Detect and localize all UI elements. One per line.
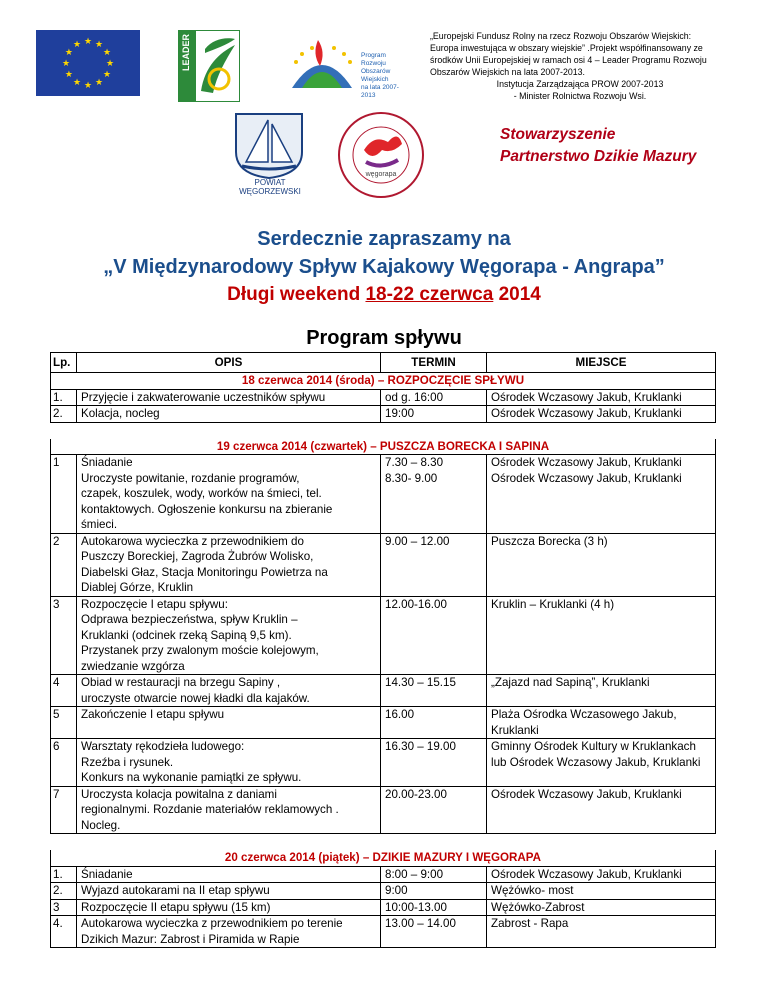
- row-number: 1.: [51, 389, 77, 406]
- day-heading-row: [51, 850, 716, 866]
- time-line: 8.30- 9.00: [385, 471, 438, 485]
- description-line: regionalnymi. Rozdanie materiałów reklamowych .: [81, 803, 339, 816]
- table-row: [51, 533, 716, 596]
- description-line: śmieci.: [81, 518, 118, 531]
- description-line: zwiedzanie wzgórza: [81, 659, 185, 673]
- place-line: Ośrodek Wczasowy Jakub, Kruklanki: [491, 787, 682, 801]
- description-line: Rzeźba i rysunek.: [81, 755, 174, 769]
- row-number: 3: [51, 899, 77, 916]
- time-line: 16.00: [385, 708, 415, 721]
- svg-text:węgorapa: węgorapa: [365, 171, 397, 178]
- row-number: 1: [51, 455, 77, 534]
- day-spacer: [51, 834, 716, 851]
- row-time: [381, 899, 487, 916]
- powiat-logo-line: POWIAT: [254, 178, 286, 187]
- row-time: [381, 739, 487, 787]
- place-line: „Zajazd nad Sapiną”, Kruklanki: [491, 676, 650, 689]
- powiat-logo-label: [230, 178, 310, 196]
- row-number: 2: [51, 533, 77, 596]
- powiat-logo-line: WĘGORZEWSKI: [239, 187, 301, 196]
- description-line: Warsztaty rękodzieła ludowego:: [81, 740, 245, 753]
- eu-flag-logo: [36, 30, 140, 96]
- table-row: [51, 916, 716, 948]
- program-title: Program spływu: [306, 327, 462, 349]
- row-place: [487, 389, 716, 406]
- description-line: Obiad w restauracji na brzegu Sapiny ,: [81, 676, 281, 689]
- day-heading: 20 czerwca 2014 (piątek) – DZIKIE MAZURY I WĘGORAPA: [51, 850, 716, 866]
- row-description: [77, 866, 381, 883]
- place-line: Zabrost - Rapa: [491, 917, 569, 930]
- eu-star-icon: ★: [105, 58, 115, 68]
- table-row: [51, 406, 716, 423]
- association-line-1: Stowarzyszenie: [500, 126, 616, 143]
- time-line: 7.30 – 8.30: [385, 456, 444, 469]
- row-place: [487, 899, 716, 916]
- day-heading: 19 czerwca 2014 (czwartek) – PUSZCZA BORECKA I SAPINA: [51, 439, 716, 455]
- table-row: [51, 675, 716, 707]
- description-line: Uroczyste powitanie, rozdanie programów,: [81, 471, 300, 485]
- column-header: OPIS: [77, 353, 381, 373]
- eu-star-icon: ★: [83, 36, 93, 46]
- table-row: [51, 707, 716, 739]
- day-heading-row: [51, 439, 716, 455]
- wegorapa-seal-logo: [336, 110, 426, 200]
- row-place: [487, 406, 716, 423]
- time-line: 8:00 – 9:00: [385, 867, 444, 881]
- description-line: uroczyste otwarcie nowej kładki dla kajaków.: [81, 691, 310, 705]
- row-place: [487, 455, 716, 534]
- column-header: MIEJSCE: [487, 353, 716, 373]
- table-header-row: [51, 353, 716, 373]
- time-line: 9.00 – 12.00: [385, 534, 450, 548]
- description-line: Przyjęcie i zakwaterowanie uczestników spływu: [81, 390, 326, 404]
- place-line: Ośrodek Wczasowy Jakub, Kruklanki: [491, 407, 682, 420]
- description-line: Rozpoczęcie I etapu spływu:: [81, 597, 228, 611]
- description-line: Kruklanki (odcinek rzeką Sapiną 9,5 km).: [81, 628, 292, 642]
- column-header: Lp.: [51, 353, 77, 373]
- row-number: 2.: [51, 883, 77, 900]
- description-line: Puszczy Boreckiej, Zagroda Żubrów Wolisko,: [81, 550, 314, 563]
- leader-logo: LEADER: [178, 30, 240, 102]
- row-number: 7: [51, 786, 77, 834]
- prow-logo-line: Program: [361, 52, 386, 59]
- column-header: TERMIN: [381, 353, 487, 373]
- row-description: [77, 533, 381, 596]
- description-line: Śniadanie: [81, 456, 133, 469]
- eu-star-icon: ★: [94, 77, 104, 88]
- time-line: 13.00 – 14.00: [385, 917, 456, 930]
- place-line: Ośrodek Wczasowy Jakub, Kruklanki: [491, 456, 682, 469]
- row-description: [77, 596, 381, 675]
- description-line: Kolacja, nocleg: [81, 407, 160, 420]
- row-number: 1.: [51, 866, 77, 883]
- row-number: 2.: [51, 406, 77, 423]
- table-row: [51, 455, 716, 534]
- row-description: [77, 883, 381, 900]
- description-line: Konkurs na wykonanie pamiątki ze spływu.: [81, 771, 302, 784]
- row-description: [77, 739, 381, 787]
- description-line: Dzikich Mazur: Zabrost i Piramida w Rapie: [81, 932, 300, 946]
- row-time: [381, 866, 487, 883]
- time-line: od g. 16:00: [385, 390, 444, 404]
- prow-logo-line: Rozwoju: [361, 60, 386, 67]
- row-time: [381, 406, 487, 423]
- row-time: [381, 707, 487, 739]
- place-line: Kruklin – Kruklanki (4 h): [491, 597, 615, 611]
- table-row: [51, 899, 716, 916]
- place-line: lub Ośrodek Wczasowy Jakub, Kruklanki: [491, 755, 701, 769]
- place-line: Wężówko-Zabrost: [491, 900, 585, 914]
- description-line: Odprawa bezpieczeństwa, spływ Kruklin –: [81, 613, 298, 626]
- description-line: czapek, koszulek, wody, worków na śmieci, tel.: [81, 487, 322, 500]
- institution-line: Instytucja Zarządzająca PROW 2007-2013: [496, 79, 664, 89]
- row-place: [487, 707, 716, 739]
- eu-star-icon: ★: [61, 58, 71, 68]
- place-line: Kruklanki: [491, 723, 539, 737]
- description-line: Nocleg.: [81, 818, 121, 832]
- description-line: Przystanek przy zwalonym moście kolejowym,: [81, 644, 319, 657]
- description-line: Wyjazd autokarami na II etap spływu: [81, 884, 270, 897]
- row-description: [77, 786, 381, 834]
- row-number: 5: [51, 707, 77, 739]
- row-description: [77, 406, 381, 423]
- eu-star-icon: ★: [72, 77, 82, 88]
- table-row: [51, 866, 716, 883]
- eu-star-icon: ★: [64, 47, 73, 57]
- eu-star-icon: ★: [103, 69, 112, 79]
- place-line: Ośrodek Wczasowy Jakub, Kruklanki: [491, 390, 682, 404]
- institution-line: - Minister Rolnictwa Rozwoju Wsi.: [513, 91, 647, 101]
- table-row: [51, 739, 716, 787]
- description-line: Diabelski Głaz, Stacja Monitoringu Powietrza na: [81, 565, 328, 579]
- row-place: [487, 866, 716, 883]
- funding-line: środków Unii Europejskiej w ramach osi 4 – Leader Programu Rozwoju: [430, 55, 707, 65]
- row-place: [487, 883, 716, 900]
- row-place: [487, 596, 716, 675]
- eu-star-icon: ★: [83, 80, 93, 90]
- place-line: Plaża Ośrodka Wczasowego Jakub,: [491, 708, 677, 721]
- row-time: [381, 596, 487, 675]
- time-line: 10:00-13.00: [385, 900, 447, 914]
- funding-line: Obszarów Wiejskich na lata 2007-2013.: [430, 67, 586, 77]
- row-time: [381, 916, 487, 948]
- description-line: kontaktowych. Ogłoszenie konkursu na zbieranie: [81, 502, 333, 516]
- association-line-2: Partnerstwo Dzikie Mazury: [500, 148, 697, 165]
- row-place: [487, 739, 716, 787]
- row-description: [77, 455, 381, 534]
- row-description: [77, 916, 381, 948]
- description-line: Rozpoczęcie II etapu spływu (15 km): [81, 900, 271, 914]
- prow-logo-text: [361, 52, 411, 100]
- description-line: Diablej Górze, Kruklin: [81, 581, 194, 594]
- funding-notice: [430, 30, 730, 102]
- eu-star-icon: ★: [64, 69, 73, 79]
- description-line: Zakończenie I etapu spływu: [81, 708, 225, 721]
- row-number: 4: [51, 675, 77, 707]
- prow-logo-line: na lata 2007-2013: [361, 84, 399, 99]
- prow-logo-line: Wiejskich: [361, 76, 389, 83]
- time-line: 14.30 – 15.15: [385, 676, 456, 689]
- prow-logo-line: Obszarów: [361, 68, 391, 75]
- day-spacer: [51, 422, 716, 439]
- place-line: Gminny Ośrodek Kultury w Kruklankach: [491, 740, 696, 753]
- eu-star-icon: ★: [94, 38, 104, 49]
- invitation-line-1: Serdecznie zapraszamy na: [257, 228, 511, 250]
- time-line: 19:00: [385, 407, 415, 420]
- table-row: [51, 596, 716, 675]
- place-line: Ośrodek Wczasowy Jakub, Kruklanki: [491, 867, 682, 881]
- place-line: Wężówko- most: [491, 884, 574, 897]
- row-place: [487, 675, 716, 707]
- row-place: [487, 533, 716, 596]
- time-line: 9:00: [385, 884, 408, 897]
- row-time: [381, 533, 487, 596]
- time-line: 20.00-23.00: [385, 787, 447, 801]
- row-description: [77, 675, 381, 707]
- funding-line: Europa inwestująca w obszary wiejskie” .Projekt współfinansowany ze: [430, 43, 703, 53]
- row-place: [487, 916, 716, 948]
- description-line: Uroczysta kolacja powitalna z daniami: [81, 787, 277, 801]
- row-time: [381, 883, 487, 900]
- row-description: [77, 707, 381, 739]
- description-line: Śniadanie: [81, 867, 133, 881]
- table-row: [51, 883, 716, 900]
- event-title: „V Międzynarodowy Spływ Kajakowy Węgorapa - Angrapa”: [103, 256, 665, 278]
- row-time: [381, 455, 487, 534]
- row-time: [381, 389, 487, 406]
- event-dates: Długi weekend 18-22 czerwca 2014: [227, 284, 541, 305]
- row-number: 3: [51, 596, 77, 675]
- row-description: [77, 899, 381, 916]
- place-line: Puszcza Borecka (3 h): [491, 534, 608, 548]
- program-table: [50, 352, 716, 948]
- row-time: [381, 786, 487, 834]
- time-line: 16.30 – 19.00: [385, 740, 456, 753]
- row-number: 4.: [51, 916, 77, 948]
- description-line: Autokarowa wycieczka z przewodnikiem po terenie: [81, 917, 343, 930]
- day-heading: 18 czerwca 2014 (środa) – ROZPOCZĘCIE SPŁYWU: [51, 373, 716, 390]
- funding-line: „Europejski Fundusz Rolny na rzecz Rozwoju Obszarów Wiejskich:: [430, 31, 692, 41]
- association-name: [500, 124, 696, 168]
- eu-star-icon: ★: [72, 38, 82, 49]
- description-line: Autokarowa wycieczka z przewodnikiem do: [81, 534, 304, 548]
- table-row: [51, 389, 716, 406]
- row-time: [381, 675, 487, 707]
- row-place: [487, 786, 716, 834]
- place-line: Ośrodek Wczasowy Jakub, Kruklanki: [491, 471, 682, 485]
- time-line: 12.00-16.00: [385, 597, 447, 611]
- table-row: [51, 786, 716, 834]
- row-description: [77, 389, 381, 406]
- eu-star-icon: ★: [103, 47, 112, 57]
- row-number: 6: [51, 739, 77, 787]
- day-heading-row: [51, 373, 716, 390]
